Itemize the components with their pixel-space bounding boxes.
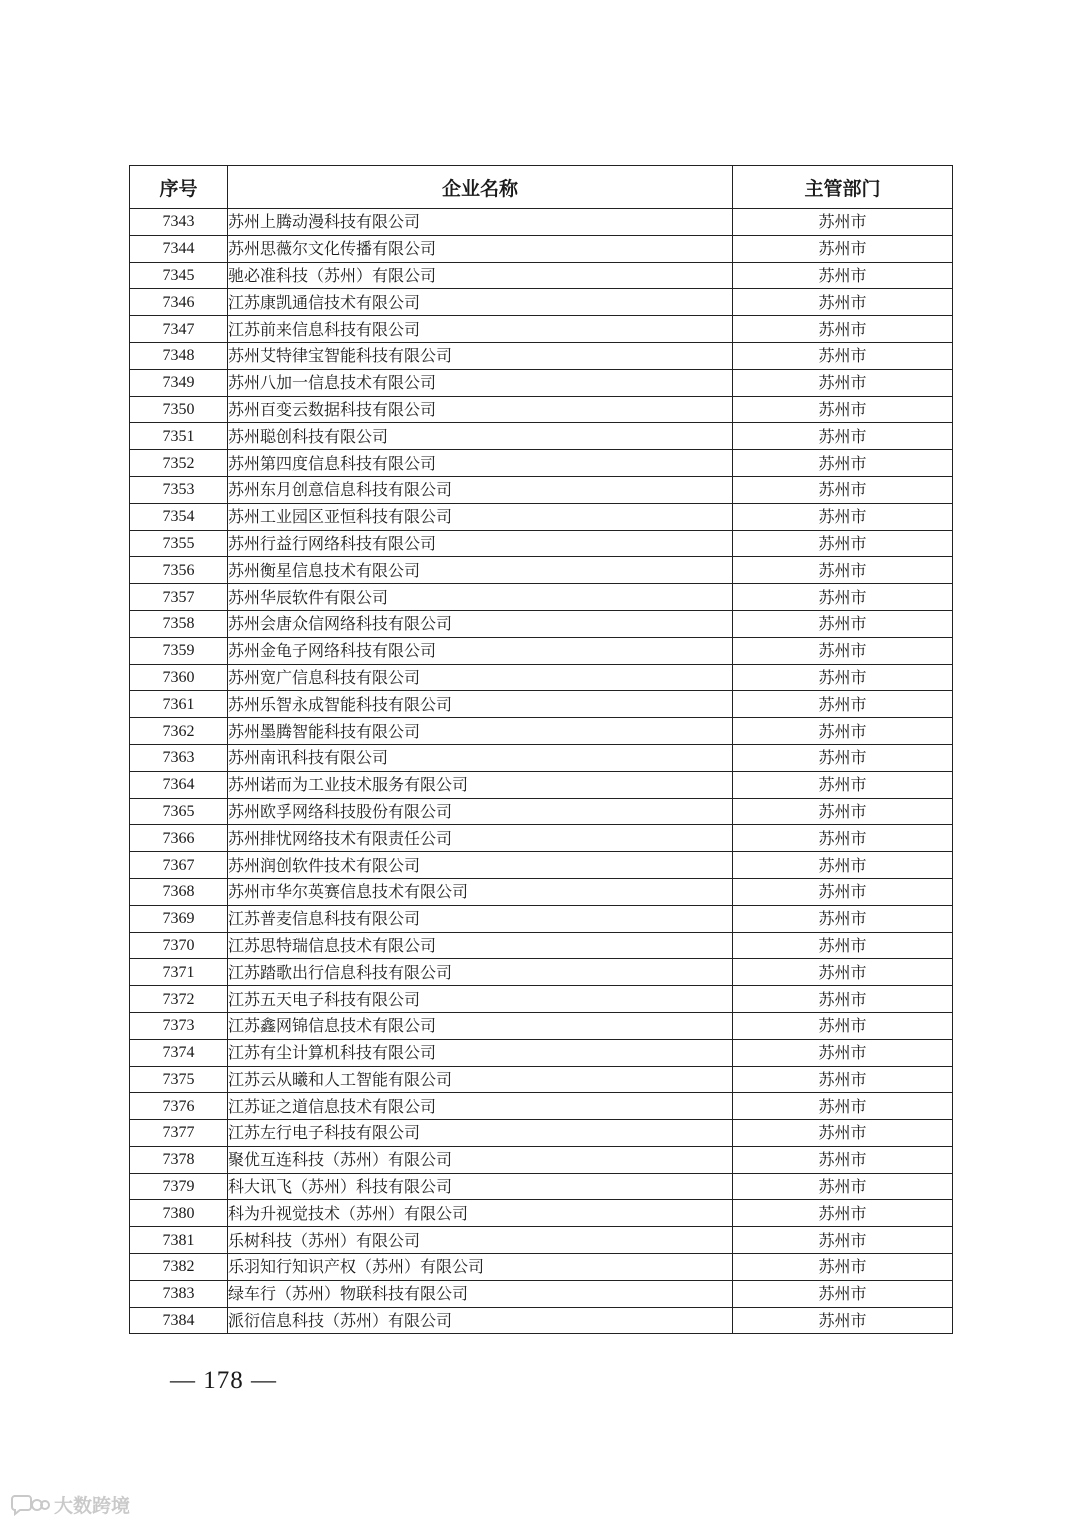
watermark <box>10 1491 130 1518</box>
row-company: 苏州南讯科技有限公司 <box>228 744 733 771</box>
row-index: 7360 <box>130 664 228 691</box>
row-index: 7359 <box>130 637 228 664</box>
table-row <box>130 771 953 798</box>
row-index: 7371 <box>130 959 228 986</box>
table-row <box>130 584 953 611</box>
table-row <box>130 986 953 1013</box>
row-index: 7345 <box>130 262 228 289</box>
table-row <box>130 1093 953 1120</box>
row-company: 江苏思特瑞信息技术有限公司 <box>228 932 733 959</box>
row-company: 苏州工业园区亚恒科技有限公司 <box>228 503 733 530</box>
row-department: 苏州市 <box>733 503 953 530</box>
table-row <box>130 1280 953 1307</box>
row-department: 苏州市 <box>733 637 953 664</box>
row-company: 苏州金龟子网络科技有限公司 <box>228 637 733 664</box>
row-index: 7373 <box>130 1012 228 1039</box>
table-row <box>130 396 953 423</box>
row-index: 7380 <box>130 1200 228 1227</box>
table-row <box>130 932 953 959</box>
table-row <box>130 1227 953 1254</box>
row-company: 江苏普麦信息科技有限公司 <box>228 905 733 932</box>
row-department: 苏州市 <box>733 1066 953 1093</box>
row-department: 苏州市 <box>733 584 953 611</box>
row-company: 苏州市华尔英赛信息技术有限公司 <box>228 878 733 905</box>
row-company: 苏州百变云数据科技有限公司 <box>228 396 733 423</box>
chat-bubble-icon <box>10 1493 50 1517</box>
row-index: 7354 <box>130 503 228 530</box>
table-row <box>130 262 953 289</box>
row-department: 苏州市 <box>733 852 953 879</box>
row-company: 科大讯飞（苏州）科技有限公司 <box>228 1173 733 1200</box>
row-department: 苏州市 <box>733 342 953 369</box>
row-index: 7374 <box>130 1039 228 1066</box>
row-company: 江苏前来信息科技有限公司 <box>228 316 733 343</box>
row-company: 驰必准科技（苏州）有限公司 <box>228 262 733 289</box>
table-row <box>130 744 953 771</box>
row-company: 苏州东月创意信息科技有限公司 <box>228 476 733 503</box>
row-index: 7361 <box>130 691 228 718</box>
row-department: 苏州市 <box>733 1227 953 1254</box>
row-index: 7352 <box>130 450 228 477</box>
row-department: 苏州市 <box>733 771 953 798</box>
table-row <box>130 557 953 584</box>
row-company: 江苏有尘计算机科技有限公司 <box>228 1039 733 1066</box>
row-index: 7383 <box>130 1280 228 1307</box>
table-header-row <box>130 166 953 209</box>
row-index: 7348 <box>130 342 228 369</box>
row-index: 7364 <box>130 771 228 798</box>
row-department: 苏州市 <box>733 1012 953 1039</box>
header-department: 主管部门 <box>733 166 953 209</box>
row-department: 苏州市 <box>733 664 953 691</box>
row-department: 苏州市 <box>733 450 953 477</box>
row-company: 苏州墨腾智能科技有限公司 <box>228 718 733 745</box>
company-table <box>129 165 953 1334</box>
row-department: 苏州市 <box>733 1200 953 1227</box>
table-row <box>130 1039 953 1066</box>
row-department: 苏州市 <box>733 825 953 852</box>
row-department: 苏州市 <box>733 878 953 905</box>
row-index: 7362 <box>130 718 228 745</box>
row-index: 7382 <box>130 1254 228 1281</box>
row-index: 7365 <box>130 798 228 825</box>
row-department: 苏州市 <box>733 1093 953 1120</box>
row-company: 江苏证之道信息技术有限公司 <box>228 1093 733 1120</box>
row-company: 派衍信息科技（苏州）有限公司 <box>228 1307 733 1334</box>
row-index: 7366 <box>130 825 228 852</box>
row-index: 7372 <box>130 986 228 1013</box>
row-department: 苏州市 <box>733 396 953 423</box>
row-department: 苏州市 <box>733 718 953 745</box>
row-department: 苏州市 <box>733 530 953 557</box>
table-row <box>130 878 953 905</box>
row-company: 苏州八加一信息技术有限公司 <box>228 369 733 396</box>
table-row <box>130 1307 953 1334</box>
table-row <box>130 369 953 396</box>
row-company: 江苏云从曦和人工智能有限公司 <box>228 1066 733 1093</box>
table-row <box>130 1120 953 1147</box>
row-company: 苏州华辰软件有限公司 <box>228 584 733 611</box>
table-row <box>130 423 953 450</box>
table-row <box>130 209 953 236</box>
row-index: 7356 <box>130 557 228 584</box>
row-index: 7357 <box>130 584 228 611</box>
row-index: 7384 <box>130 1307 228 1334</box>
row-index: 7351 <box>130 423 228 450</box>
row-index: 7344 <box>130 235 228 262</box>
row-department: 苏州市 <box>733 476 953 503</box>
table-row <box>130 1012 953 1039</box>
row-company: 苏州上腾动漫科技有限公司 <box>228 209 733 236</box>
table-row <box>130 450 953 477</box>
page-number: — 178 — <box>170 1367 277 1394</box>
row-department: 苏州市 <box>733 986 953 1013</box>
row-company: 江苏鑫网锦信息技术有限公司 <box>228 1012 733 1039</box>
row-department: 苏州市 <box>733 610 953 637</box>
row-company: 江苏五天电子科技有限公司 <box>228 986 733 1013</box>
row-department: 苏州市 <box>733 235 953 262</box>
row-index: 7376 <box>130 1093 228 1120</box>
row-company: 江苏左行电子科技有限公司 <box>228 1120 733 1147</box>
row-company: 苏州聪创科技有限公司 <box>228 423 733 450</box>
row-company: 苏州宽广信息科技有限公司 <box>228 664 733 691</box>
table-row <box>130 1146 953 1173</box>
row-index: 7368 <box>130 878 228 905</box>
row-department: 苏州市 <box>733 209 953 236</box>
row-department: 苏州市 <box>733 1173 953 1200</box>
header-company: 企业名称 <box>228 166 733 209</box>
header-index: 序号 <box>130 166 228 209</box>
table-row <box>130 316 953 343</box>
table-row <box>130 1254 953 1281</box>
row-index: 7379 <box>130 1173 228 1200</box>
row-department: 苏州市 <box>733 798 953 825</box>
row-index: 7358 <box>130 610 228 637</box>
table-row <box>130 959 953 986</box>
row-index: 7369 <box>130 905 228 932</box>
table-row <box>130 691 953 718</box>
row-department: 苏州市 <box>733 1307 953 1334</box>
row-index: 7343 <box>130 209 228 236</box>
row-department: 苏州市 <box>733 289 953 316</box>
watermark-text: 大数跨境 <box>54 1495 131 1517</box>
table-row <box>130 905 953 932</box>
row-company: 绿车行（苏州）物联科技有限公司 <box>228 1280 733 1307</box>
table-row <box>130 476 953 503</box>
row-department: 苏州市 <box>733 1280 953 1307</box>
row-company: 江苏康凯通信技术有限公司 <box>228 289 733 316</box>
row-department: 苏州市 <box>733 1146 953 1173</box>
table-row <box>130 610 953 637</box>
table-row <box>130 1173 953 1200</box>
table-row <box>130 637 953 664</box>
table-row <box>130 664 953 691</box>
row-company: 苏州第四度信息科技有限公司 <box>228 450 733 477</box>
row-company: 苏州乐智永成智能科技有限公司 <box>228 691 733 718</box>
row-company: 聚优互连科技（苏州）有限公司 <box>228 1146 733 1173</box>
row-department: 苏州市 <box>733 316 953 343</box>
row-department: 苏州市 <box>733 905 953 932</box>
row-company: 苏州衡星信息技术有限公司 <box>228 557 733 584</box>
row-department: 苏州市 <box>733 369 953 396</box>
row-department: 苏州市 <box>733 557 953 584</box>
row-company: 苏州诺而为工业技术服务有限公司 <box>228 771 733 798</box>
table-row <box>130 289 953 316</box>
table-row <box>130 852 953 879</box>
row-index: 7375 <box>130 1066 228 1093</box>
table-row <box>130 718 953 745</box>
row-index: 7346 <box>130 289 228 316</box>
row-index: 7378 <box>130 1146 228 1173</box>
row-index: 7353 <box>130 476 228 503</box>
row-department: 苏州市 <box>733 932 953 959</box>
table-row <box>130 235 953 262</box>
table-row <box>130 825 953 852</box>
row-department: 苏州市 <box>733 1120 953 1147</box>
row-company: 乐树科技（苏州）有限公司 <box>228 1227 733 1254</box>
row-department: 苏州市 <box>733 1254 953 1281</box>
row-company: 苏州润创软件技术有限公司 <box>228 852 733 879</box>
row-index: 7367 <box>130 852 228 879</box>
row-index: 7381 <box>130 1227 228 1254</box>
table-row <box>130 342 953 369</box>
row-index: 7363 <box>130 744 228 771</box>
table-row <box>130 530 953 557</box>
row-index: 7350 <box>130 396 228 423</box>
row-department: 苏州市 <box>733 691 953 718</box>
row-company: 苏州行益行网络科技有限公司 <box>228 530 733 557</box>
row-index: 7355 <box>130 530 228 557</box>
row-department: 苏州市 <box>733 423 953 450</box>
row-company: 科为升视觉技术（苏州）有限公司 <box>228 1200 733 1227</box>
row-index: 7370 <box>130 932 228 959</box>
row-department: 苏州市 <box>733 1039 953 1066</box>
row-department: 苏州市 <box>733 744 953 771</box>
row-department: 苏州市 <box>733 262 953 289</box>
table-row <box>130 503 953 530</box>
row-department: 苏州市 <box>733 959 953 986</box>
row-company: 苏州艾特律宝智能科技有限公司 <box>228 342 733 369</box>
row-index: 7347 <box>130 316 228 343</box>
row-company: 苏州思薇尔文化传播有限公司 <box>228 235 733 262</box>
row-company: 苏州排忧网络技术有限责任公司 <box>228 825 733 852</box>
row-company: 苏州会唐众信网络科技有限公司 <box>228 610 733 637</box>
row-index: 7349 <box>130 369 228 396</box>
table-row <box>130 1200 953 1227</box>
table-row <box>130 798 953 825</box>
row-company: 苏州欧孚网络科技股份有限公司 <box>228 798 733 825</box>
row-company: 江苏踏歌出行信息科技有限公司 <box>228 959 733 986</box>
table-row <box>130 1066 953 1093</box>
row-company: 乐羽知行知识产权（苏州）有限公司 <box>228 1254 733 1281</box>
row-index: 7377 <box>130 1120 228 1147</box>
